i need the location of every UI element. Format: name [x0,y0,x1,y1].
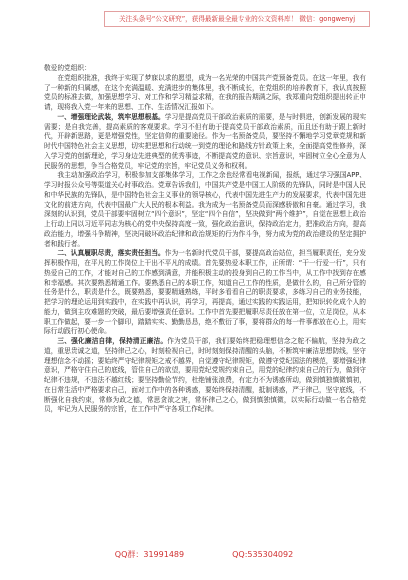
qq-group-number: QQ群：31991489 [114,550,185,559]
section-heading-1: 一、增强理论武装，筑牢思想根基。 [57,112,165,121]
paragraph-politics [44,171,366,249]
qq-number: QQ:535304092 [232,550,294,559]
promo-banner: 关注头条号“公文研究”，获得最新最全最专业的公文资料库！ 微信：gongwenyj [104,11,370,27]
section-heading-3: 三、强化廉洁自律，保持清正廉洁。 [57,337,168,345]
paragraph-text: 作为党员干部，我们要始终把稳理想信念之舵不偏航，坚持为政之道，重思贵诚之道，坚持律己之心，时刻检视自己，时时刻刻保持清醒的头脑，不断筑牢廉洁思想防线，坚守理想信念不动摇；要始终严守纪律规矩之戒不越界，自觉遵守纪律规矩，做遵守党纪国法的模范，要增强纪律意识，严格守住自己的底线，管住自己的欲望，要用党纪党规约束自己，用党的纪律约束自己的行为，做到守纪律不违规，不违法不越红线；要坚持勤俭节约，杜绝铺张浪费，有定力不为诱惑所动，做到慎独慎微慎初，在日常生活中严格要求自己，面对工作中的各种诱惑，要始终保持清醒，抵制诱惑，严于律己，坚守底线，不断强化自我约束，常修为政之德，常思贪欲之害，常怀律己之心，做到慎独慎微，以实际行动做一名合格党员，牢记为人民服务的宗旨，在工作中严守各项工作纪律。 [44,337,366,414]
paragraph-theory [44,113,366,172]
paragraph-intro [44,74,366,113]
paragraph-text: 作为一名新时代党员干部，要提高政治站位，担当履职责任，充分发挥积极作用，在平凡的工作岗位上干出不平凡的成绩。首先要热爱本职工作，正所谓：“干一行爱一行”，只有热爱自己的工作，才能对自己的工作感到满意，并能积极主动的投身到自己的工作当中，从工作中找到存在感和幸福感。其次要熟悉精通工作。要熟悉自己的本职工作，知道自己工作的性质，是做什么的，自己所分管的任务是什么，职责是什么，既要熟悉，要要精通熟练，平时多看看自己的职责要求，多练习自己的业务技能，把学习的理论运用到实践中，在实践中再认识，再学习，再提高，通过实践的实践运用，把知识转化成个人的能力，做到主攻难题的突破，最后要增强责任意识。工作中首先要把履职尽责任放在第一位，立足岗位，从本职工作做起，要一步一个脚印，踏踏实实、勤勤恳恳，绝不敷衍了事，要将群众的每一件事都放在心上，用实际行动践行初心使命。 [44,249,366,336]
paragraph-duty [44,249,366,337]
document-body [44,64,366,550]
salutation: 敬爱的党组织： [44,64,91,72]
paragraph-text: 我主动加强政治学习，积极参加支部集体学习，工作之余也经常看电视新闻，报纸，通过学习强国APP、学习时报公众号等渠道关心时事政治。党章告诉我们，中国共产党是中国工人阶级的先锋队，同时是中国人民和中华民族的先锋队，是中国特色社会主义事业的领导核心，代表中国先进生产力的发展要求，代表中国先进文化的前进方向，代表中国最广大人民的根本利益。我为成为一名预备党员而深感骄傲和自豪。通过学习，我深刻的认识到，党员干部要牢固树立“四个意识”，坚定“四个自信”，坚决做到“两个维护”，自觉在思想上政治上行动上同以习近平同志为核心的党中央保持高度一致，强化政治意识，保持政治定力，把准政治方向，提高政治能力，增强斗争精神，坚决同破坏政治纪律和政治规矩的行为作斗争，努力成为党的政治建设的坚定拥护者和践行者。 [44,171,366,248]
paragraph-text: 学习是提高党员干部政治素质的需要，是与时俱进，创新发展的现实需要；是自我完善，提高素质的客观要求。学习不但有助于提高党员干部政治素质，而且还有助于跟上新时代，开辟新思路，更是增强党性，坚定信仰的重要途径。作为一名预备党员，要坚持不懈地学习党章党规和新时代中国特色社会主义思想，切实把思想和行动统一到党的理论和路线方针政策上来，全面提高党性修养，深入学习党的创新理论，学习身边先进典型的优秀事迹，不断提高党的意识、宗旨意识，牢固树立全心全意为人民服务的思想，争当合格党员，牢记党的宗旨，牢记党员义务和权利。 [44,112,366,170]
paragraph-text: 在党组织批准，我终于实现了梦寐以求的愿望，成为一名光荣的中国共产党预备党员。在这一年里，我有了一种新的归属感，在这个充满温暖、充满进步的集体里，我不断成长，在党组织的培养教育下，我认真按照党员的标准去做，加强思想学习、对工作和学习精益求精，在我的报告期满之际，我郑重向党组织提出转正申请，现将我入党一年来的思想、工作、生活情况汇报如下。 [44,73,366,111]
section-heading-2: 二、认真履职尽责，落实责任担当。 [57,249,165,258]
contact-footer [0,548,408,562]
paragraph-integrity [44,337,366,415]
